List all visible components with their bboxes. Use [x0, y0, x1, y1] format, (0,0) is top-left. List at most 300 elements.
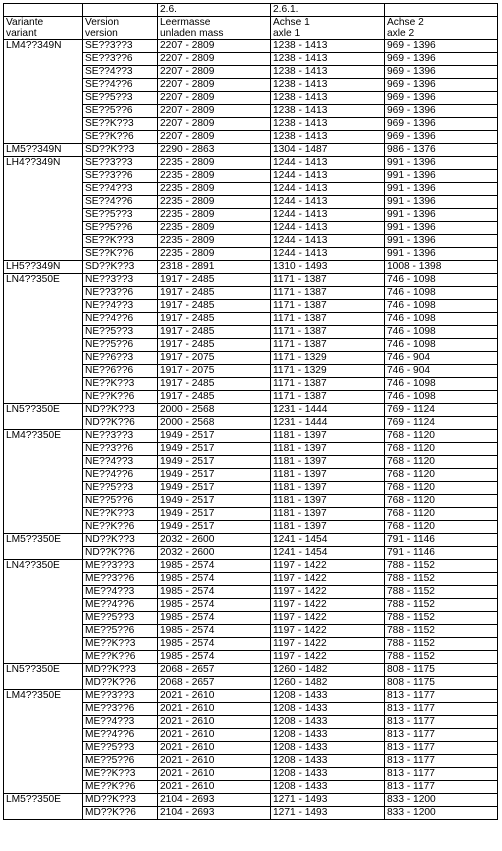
version-cell: ND??K??3 — [83, 404, 158, 417]
version-cell: ME??5??3 — [83, 742, 158, 755]
variant-cell — [4, 378, 83, 391]
table-row — [4, 664, 498, 677]
version-cell: NE??4??6 — [83, 469, 158, 482]
unladen-mass-cell: 1985 - 2574 — [158, 586, 271, 599]
version-cell: SE??3??6 — [83, 170, 158, 183]
variant-cell: LM4??349N — [4, 40, 83, 53]
axle2-cell: 746 - 1098 — [385, 378, 498, 391]
axle1-cell: 1197 - 1422 — [271, 586, 385, 599]
axle1-cell: 1231 - 1444 — [271, 404, 385, 417]
axle2-cell: 768 - 1120 — [385, 482, 498, 495]
axle2-cell: 746 - 1098 — [385, 391, 498, 404]
axle2-cell: 768 - 1120 — [385, 469, 498, 482]
table-row — [4, 40, 498, 53]
version-cell: SD??K??3 — [83, 261, 158, 274]
version-cell: SE??5??6 — [83, 105, 158, 118]
variant-cell — [4, 248, 83, 261]
axle2-cell: 969 - 1396 — [385, 79, 498, 92]
unladen-mass-cell: 1917 - 2485 — [158, 274, 271, 287]
axle1-cell: 1181 - 1397 — [271, 495, 385, 508]
version-cell: NE??6??6 — [83, 365, 158, 378]
axle2-cell: 746 - 904 — [385, 365, 498, 378]
table-row — [4, 690, 498, 703]
axle1-cell: 1238 - 1413 — [271, 131, 385, 144]
variant-cell — [4, 638, 83, 651]
variant-cell: LN5??350E — [4, 404, 83, 417]
version-cell: NE??4??3 — [83, 456, 158, 469]
variant-cell: LH4??349N — [4, 157, 83, 170]
axle2-cell: 969 - 1396 — [385, 118, 498, 131]
table-row — [4, 248, 498, 261]
unladen-mass-cell: 1985 - 2574 — [158, 560, 271, 573]
unladen-mass-cell: 2021 - 2610 — [158, 716, 271, 729]
unladen-mass-cell: 1949 - 2517 — [158, 508, 271, 521]
table-row — [4, 651, 498, 664]
variant-cell — [4, 339, 83, 352]
version-cell: NE??K??6 — [83, 521, 158, 534]
axle1-cell: 1208 - 1433 — [271, 768, 385, 781]
variant-cell — [4, 586, 83, 599]
table-row — [4, 274, 498, 287]
variant-cell — [4, 729, 83, 742]
variant-cell: LM5??350E — [4, 794, 83, 807]
version-cell: SE??4??3 — [83, 66, 158, 79]
variant-cell — [4, 573, 83, 586]
axle2-header-en: axle 2 — [387, 28, 415, 39]
variant-cell — [4, 365, 83, 378]
axle2-cell: 746 - 1098 — [385, 300, 498, 313]
axle2-cell: 1008 - 1398 — [385, 261, 498, 274]
unladen-mass-cell: 2207 - 2809 — [158, 118, 271, 131]
version-cell: NE??K??3 — [83, 508, 158, 521]
version-cell: SE??K??6 — [83, 248, 158, 261]
axle2-cell: 768 - 1120 — [385, 430, 498, 443]
variant-cell — [4, 287, 83, 300]
table-row — [4, 222, 498, 235]
variant-cell — [4, 105, 83, 118]
version-cell: MD??K??6 — [83, 677, 158, 690]
unladen-mass-cell: 2032 - 2600 — [158, 547, 271, 560]
version-cell: NE??3??3 — [83, 274, 158, 287]
version-cell: ME??5??6 — [83, 755, 158, 768]
unladen-mass-cell: 1985 - 2574 — [158, 638, 271, 651]
axle1-cell: 1304 - 1487 — [271, 144, 385, 157]
unladen-mass-cell: 2104 - 2693 — [158, 807, 271, 820]
axle2-cell: 991 - 1396 — [385, 248, 498, 261]
table-row — [4, 521, 498, 534]
version-cell: ME??4??3 — [83, 716, 158, 729]
unladen-mass-cell: 1917 - 2485 — [158, 339, 271, 352]
axle1-cell: 1181 - 1397 — [271, 443, 385, 456]
axle2-cell: 769 - 1124 — [385, 404, 498, 417]
table-row — [4, 118, 498, 131]
table-row — [4, 612, 498, 625]
axle2-cell: 746 - 1098 — [385, 274, 498, 287]
axle1-cell: 1181 - 1397 — [271, 521, 385, 534]
axle2-cell: 813 - 1177 — [385, 716, 498, 729]
version-cell: NE??5??3 — [83, 326, 158, 339]
axle1-cell: 1244 - 1413 — [271, 183, 385, 196]
axle1-cell: 1208 - 1433 — [271, 716, 385, 729]
unladen-mass-cell: 2290 - 2863 — [158, 144, 271, 157]
unladen-mass-cell: 1985 - 2574 — [158, 573, 271, 586]
section-label-cell: 2.6. — [158, 4, 271, 17]
axle2-cell: 808 - 1175 — [385, 664, 498, 677]
version-cell: SE??5??3 — [83, 209, 158, 222]
mass-header-de: Leermasse — [160, 17, 211, 28]
version-cell: MD??K??6 — [83, 807, 158, 820]
table-row — [4, 703, 498, 716]
table-row — [4, 287, 498, 300]
version-cell: SE??K??6 — [83, 131, 158, 144]
version-cell: NE??3??6 — [83, 287, 158, 300]
unladen-mass-cell: 2235 - 2809 — [158, 222, 271, 235]
version-cell: SE??5??3 — [83, 92, 158, 105]
axle2-cell: 813 - 1177 — [385, 703, 498, 716]
axle2-cell: 788 - 1152 — [385, 638, 498, 651]
table-row — [4, 599, 498, 612]
section-label-cell: 2.6.1. — [271, 4, 385, 17]
axle1-cell: 1238 - 1413 — [271, 92, 385, 105]
section-label-cell — [385, 4, 498, 17]
axle1-cell: 1244 - 1413 — [271, 235, 385, 248]
axle2-cell: 746 - 1098 — [385, 326, 498, 339]
axle1-cell: 1238 - 1413 — [271, 118, 385, 131]
variant-header — [4, 17, 83, 40]
table-row — [4, 170, 498, 183]
table-row — [4, 469, 498, 482]
axle1-cell: 1244 - 1413 — [271, 170, 385, 183]
variant-cell — [4, 417, 83, 430]
table-row — [4, 365, 498, 378]
unladen-mass-cell: 1917 - 2485 — [158, 313, 271, 326]
version-cell: NE??3??3 — [83, 430, 158, 443]
variant-cell — [4, 755, 83, 768]
axle2-cell: 788 - 1152 — [385, 599, 498, 612]
table-row — [4, 105, 498, 118]
axle2-cell: 991 - 1396 — [385, 209, 498, 222]
version-cell: ME??K??6 — [83, 651, 158, 664]
variant-cell: LN4??350E — [4, 560, 83, 573]
axle1-cell: 1238 - 1413 — [271, 105, 385, 118]
unladen-mass-cell: 2235 - 2809 — [158, 170, 271, 183]
variant-header-de: Variante — [6, 17, 44, 28]
table-row — [4, 391, 498, 404]
variant-cell — [4, 742, 83, 755]
unladen-mass-cell: 1949 - 2517 — [158, 495, 271, 508]
version-cell: SE??4??6 — [83, 196, 158, 209]
axle1-cell: 1171 - 1387 — [271, 287, 385, 300]
unladen-mass-cell: 2021 - 2610 — [158, 755, 271, 768]
table-row — [4, 417, 498, 430]
table-row — [4, 443, 498, 456]
unladen-mass-cell: 1985 - 2574 — [158, 651, 271, 664]
table-row — [4, 755, 498, 768]
unladen-mass-cell: 1917 - 2485 — [158, 287, 271, 300]
unladen-mass-cell: 2235 - 2809 — [158, 157, 271, 170]
axle1-cell: 1181 - 1397 — [271, 456, 385, 469]
axle1-cell: 1197 - 1422 — [271, 573, 385, 586]
unladen-mass-cell: 1949 - 2517 — [158, 482, 271, 495]
variant-cell — [4, 92, 83, 105]
column-header-row — [4, 17, 498, 40]
unladen-mass-cell: 2000 - 2568 — [158, 404, 271, 417]
table-row — [4, 430, 498, 443]
table-row — [4, 573, 498, 586]
axle2-cell: 991 - 1396 — [385, 157, 498, 170]
unladen-mass-cell: 2021 - 2610 — [158, 781, 271, 794]
unladen-mass-cell: 1917 - 2485 — [158, 378, 271, 391]
axle2-cell: 991 - 1396 — [385, 235, 498, 248]
axle1-cell: 1208 - 1433 — [271, 781, 385, 794]
unladen-mass-cell: 2021 - 2610 — [158, 729, 271, 742]
unladen-mass-cell: 2000 - 2568 — [158, 417, 271, 430]
table-row — [4, 66, 498, 79]
unladen-mass-cell: 1949 - 2517 — [158, 469, 271, 482]
table-row — [4, 339, 498, 352]
axle2-cell: 813 - 1177 — [385, 729, 498, 742]
variant-cell — [4, 222, 83, 235]
axle1-header-en: axle 1 — [273, 28, 301, 39]
axle2-cell: 969 - 1396 — [385, 92, 498, 105]
variant-header-en: variant — [6, 28, 37, 39]
version-cell: ME??K??3 — [83, 768, 158, 781]
variant-cell — [4, 482, 83, 495]
unladen-mass-cell: 1949 - 2517 — [158, 521, 271, 534]
axle1-cell: 1197 - 1422 — [271, 625, 385, 638]
table-row — [4, 495, 498, 508]
axle1-cell: 1171 - 1329 — [271, 352, 385, 365]
axle1-cell: 1197 - 1422 — [271, 651, 385, 664]
unladen-mass-cell: 2318 - 2891 — [158, 261, 271, 274]
variant-cell: LM4??350E — [4, 690, 83, 703]
version-cell: NE??4??6 — [83, 313, 158, 326]
variant-cell — [4, 53, 83, 66]
version-cell: NE??6??3 — [83, 352, 158, 365]
variant-cell — [4, 235, 83, 248]
version-cell: NE??5??6 — [83, 339, 158, 352]
axle1-cell: 1310 - 1493 — [271, 261, 385, 274]
version-cell: ME??K??3 — [83, 638, 158, 651]
table-row — [4, 53, 498, 66]
variant-cell — [4, 612, 83, 625]
axle2-cell: 788 - 1152 — [385, 612, 498, 625]
variant-cell — [4, 768, 83, 781]
variant-cell: LN5??350E — [4, 664, 83, 677]
table-row — [4, 196, 498, 209]
variant-cell — [4, 183, 83, 196]
version-cell: ME??5??6 — [83, 625, 158, 638]
unladen-mass-cell: 1949 - 2517 — [158, 456, 271, 469]
unladen-mass-cell: 1985 - 2574 — [158, 612, 271, 625]
axle1-cell: 1244 - 1413 — [271, 209, 385, 222]
section-label-cell — [83, 4, 158, 17]
axle1-cell: 1271 - 1493 — [271, 794, 385, 807]
version-cell: SE??4??3 — [83, 183, 158, 196]
unladen-mass-cell: 1917 - 2485 — [158, 326, 271, 339]
variant-cell — [4, 599, 83, 612]
version-cell: ME??3??6 — [83, 573, 158, 586]
mass-header-en: unladen mass — [160, 28, 224, 39]
variant-cell — [4, 651, 83, 664]
version-cell: ND??K??6 — [83, 547, 158, 560]
table-row — [4, 794, 498, 807]
table-row — [4, 677, 498, 690]
table-row — [4, 313, 498, 326]
version-header-en: version — [85, 28, 118, 39]
version-cell: SE??K??3 — [83, 235, 158, 248]
axle1-cell: 1260 - 1482 — [271, 664, 385, 677]
variant-cell — [4, 495, 83, 508]
axle1-cell: 1171 - 1387 — [271, 339, 385, 352]
version-cell: NE??K??6 — [83, 391, 158, 404]
axle2-cell: 813 - 1177 — [385, 755, 498, 768]
axle2-cell: 791 - 1146 — [385, 534, 498, 547]
variant-cell — [4, 196, 83, 209]
unladen-mass-cell: 2068 - 2657 — [158, 664, 271, 677]
table-row — [4, 625, 498, 638]
variant-cell — [4, 66, 83, 79]
version-cell: ME??5??3 — [83, 612, 158, 625]
variant-cell — [4, 469, 83, 482]
axle1-cell: 1181 - 1397 — [271, 482, 385, 495]
variant-cell — [4, 716, 83, 729]
axle2-cell: 813 - 1177 — [385, 768, 498, 781]
axle2-cell: 969 - 1396 — [385, 105, 498, 118]
table-row — [4, 781, 498, 794]
variant-cell — [4, 170, 83, 183]
version-cell: SE??3??3 — [83, 40, 158, 53]
axle2-cell: 768 - 1120 — [385, 508, 498, 521]
variant-cell — [4, 547, 83, 560]
version-cell: ME??4??3 — [83, 586, 158, 599]
axle2-cell: 788 - 1152 — [385, 586, 498, 599]
variant-cell — [4, 300, 83, 313]
axle1-header-de: Achse 1 — [273, 17, 310, 28]
unladen-mass-cell: 1917 - 2075 — [158, 352, 271, 365]
axle1-cell: 1208 - 1433 — [271, 703, 385, 716]
table-row — [4, 807, 498, 820]
axle2-cell: 991 - 1396 — [385, 196, 498, 209]
version-cell: ME??4??6 — [83, 729, 158, 742]
variant-cell: LM4??350E — [4, 430, 83, 443]
version-cell: ME??3??6 — [83, 703, 158, 716]
unladen-mass-cell: 1949 - 2517 — [158, 443, 271, 456]
table-row — [4, 742, 498, 755]
unladen-mass-cell: 2068 - 2657 — [158, 677, 271, 690]
version-cell: ND??K??6 — [83, 417, 158, 430]
axle2-cell: 768 - 1120 — [385, 456, 498, 469]
variant-cell — [4, 391, 83, 404]
mass-header — [158, 17, 271, 40]
axle2-cell: 788 - 1152 — [385, 625, 498, 638]
table-row — [4, 456, 498, 469]
axle2-cell: 969 - 1396 — [385, 40, 498, 53]
unladen-mass-cell: 2207 - 2809 — [158, 105, 271, 118]
table-row — [4, 92, 498, 105]
variant-cell — [4, 326, 83, 339]
version-cell: ND??K??3 — [83, 534, 158, 547]
table-row — [4, 534, 498, 547]
version-cell: SE??3??6 — [83, 53, 158, 66]
axle2-cell: 788 - 1152 — [385, 651, 498, 664]
version-cell: SE??3??3 — [83, 157, 158, 170]
unladen-mass-cell: 2032 - 2600 — [158, 534, 271, 547]
axle1-cell: 1241 - 1454 — [271, 547, 385, 560]
unladen-mass-cell: 2235 - 2809 — [158, 248, 271, 261]
axle1-cell: 1208 - 1433 — [271, 690, 385, 703]
variant-cell: LN4??350E — [4, 274, 83, 287]
axle1-cell: 1244 - 1413 — [271, 157, 385, 170]
variant-cell: LM5??350E — [4, 534, 83, 547]
table-row — [4, 716, 498, 729]
variant-cell — [4, 521, 83, 534]
version-cell: NE??5??3 — [83, 482, 158, 495]
axle1-cell: 1238 - 1413 — [271, 40, 385, 53]
version-cell: SD??K??3 — [83, 144, 158, 157]
axle2-cell: 768 - 1120 — [385, 443, 498, 456]
axle2-cell: 788 - 1152 — [385, 560, 498, 573]
axle2-cell: 791 - 1146 — [385, 547, 498, 560]
table-row — [4, 638, 498, 651]
unladen-mass-cell: 1985 - 2574 — [158, 625, 271, 638]
unladen-mass-cell: 2235 - 2809 — [158, 235, 271, 248]
version-header-de: Version — [85, 17, 119, 28]
axle1-cell: 1171 - 1387 — [271, 313, 385, 326]
variant-cell — [4, 443, 83, 456]
version-cell: ME??4??6 — [83, 599, 158, 612]
variant-cell — [4, 703, 83, 716]
axle1-cell: 1171 - 1329 — [271, 365, 385, 378]
axle2-cell: 813 - 1177 — [385, 690, 498, 703]
version-cell: MD??K??3 — [83, 664, 158, 677]
table-row — [4, 300, 498, 313]
table-row — [4, 404, 498, 417]
table-row — [4, 261, 498, 274]
axle2-header-de: Achse 2 — [387, 17, 424, 28]
table-row — [4, 144, 498, 157]
axle2-cell: 833 - 1200 — [385, 794, 498, 807]
unladen-mass-cell: 2235 - 2809 — [158, 196, 271, 209]
variant-cell — [4, 79, 83, 92]
variant-cell: LH5??349N — [4, 261, 83, 274]
axle2-cell: 969 - 1396 — [385, 53, 498, 66]
axle1-header — [271, 17, 385, 40]
table-row — [4, 157, 498, 170]
axle1-cell: 1238 - 1413 — [271, 53, 385, 66]
axle1-cell: 1231 - 1444 — [271, 417, 385, 430]
unladen-mass-cell: 2021 - 2610 — [158, 742, 271, 755]
variant-cell — [4, 508, 83, 521]
variant-cell — [4, 313, 83, 326]
variant-cell — [4, 625, 83, 638]
table-row — [4, 482, 498, 495]
table-row — [4, 508, 498, 521]
unladen-mass-cell: 1917 - 2075 — [158, 365, 271, 378]
unladen-mass-cell: 2104 - 2693 — [158, 794, 271, 807]
mass-table — [3, 3, 498, 820]
axle2-cell: 746 - 1098 — [385, 313, 498, 326]
axle1-cell: 1238 - 1413 — [271, 79, 385, 92]
axle1-cell: 1208 - 1433 — [271, 729, 385, 742]
variant-cell — [4, 781, 83, 794]
variant-cell — [4, 209, 83, 222]
axle2-cell: 768 - 1120 — [385, 521, 498, 534]
unladen-mass-cell: 2207 - 2809 — [158, 40, 271, 53]
unladen-mass-cell: 1985 - 2574 — [158, 599, 271, 612]
axle2-cell: 813 - 1177 — [385, 742, 498, 755]
table-row — [4, 209, 498, 222]
